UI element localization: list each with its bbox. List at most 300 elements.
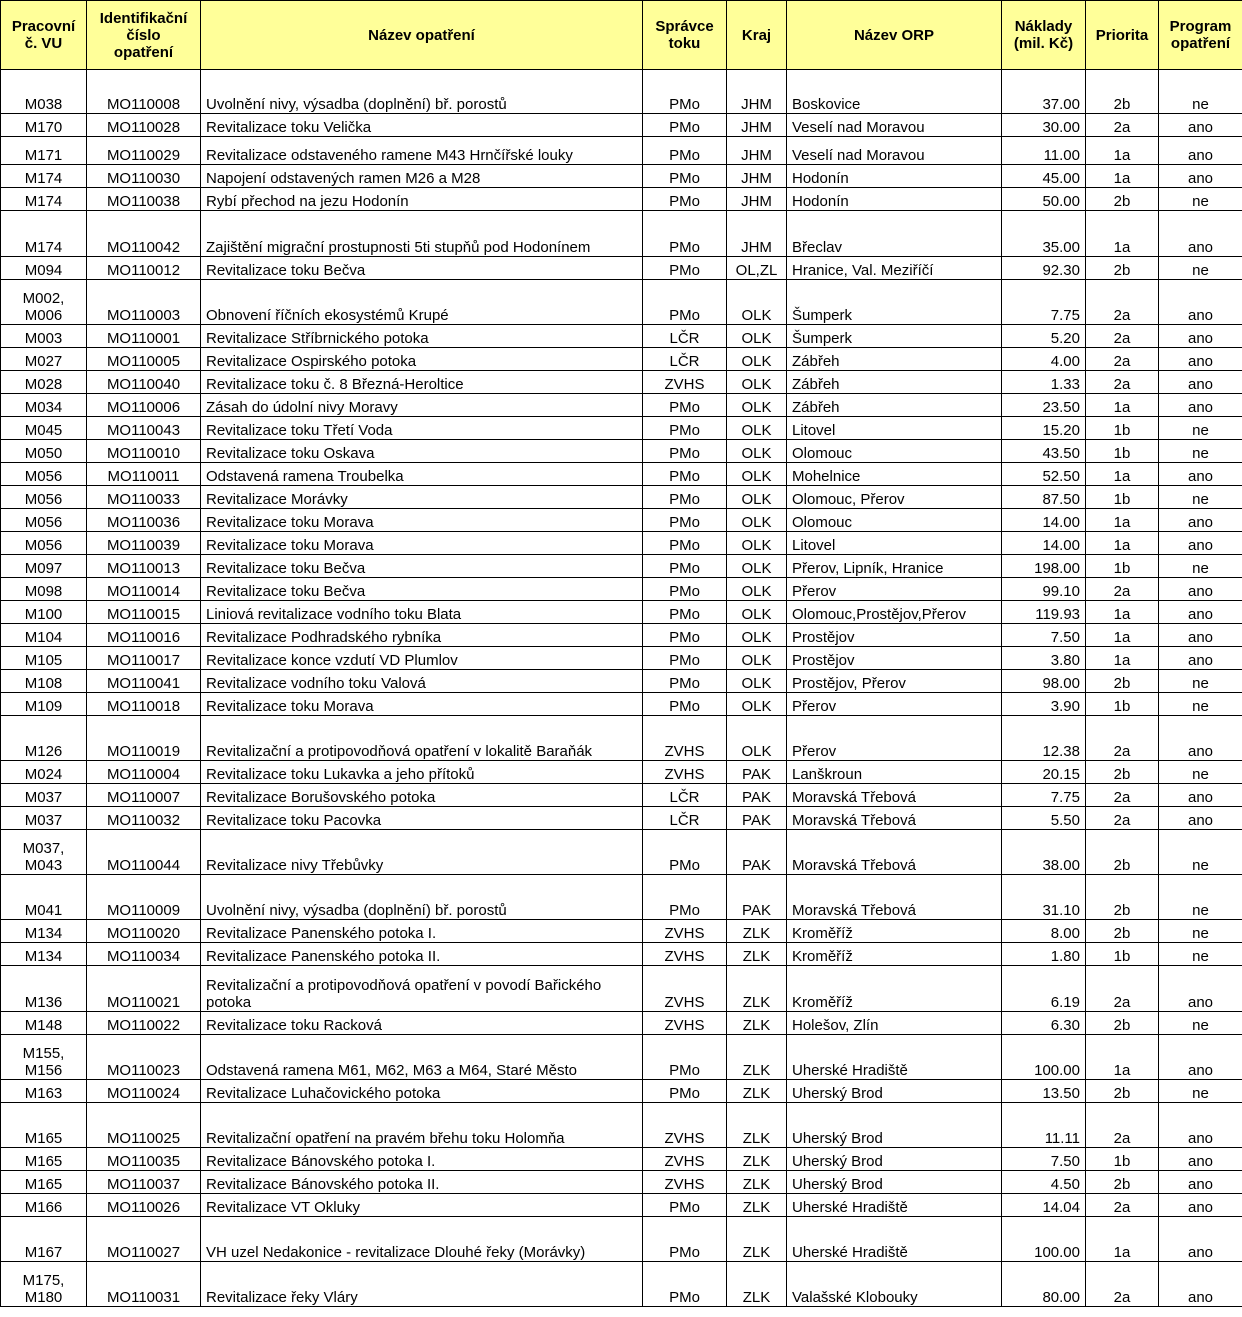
cell-orp: Kroměříž [787, 943, 1002, 966]
cell-kraj: JHM [727, 74, 787, 114]
cell-kraj: OLK [727, 647, 787, 670]
cell-name: Revitalizace toku Bečva [201, 578, 643, 601]
cell-orp: Veselí nad Moravou [787, 137, 1002, 165]
cell-name: Revitalizace toku Třetí Voda [201, 417, 643, 440]
cell-vu: M174 [1, 211, 87, 257]
cell-id: MO110009 [87, 875, 201, 920]
cell-naklady: 7.50 [1002, 1148, 1086, 1171]
cell-vu: M041 [1, 875, 87, 920]
cell-naklady: 100.00 [1002, 1217, 1086, 1262]
cell-priorita: 1a [1086, 137, 1159, 165]
cell-kraj: OLK [727, 486, 787, 509]
cell-priorita: 2b [1086, 74, 1159, 114]
cell-orp: Uherský Brod [787, 1171, 1002, 1194]
cell-name: Revitalizace toku Morava [201, 532, 643, 555]
table-row [1, 693, 1242, 716]
cell-vu: M166 [1, 1194, 87, 1217]
cell-priorita: 2a [1086, 348, 1159, 371]
table-row [1, 463, 1242, 486]
cell-orp: Uherské Hradiště [787, 1217, 1002, 1262]
table-body [1, 70, 1242, 1307]
cell-spravce: PMo [643, 555, 727, 578]
cell-id: MO110020 [87, 920, 201, 943]
cell-spravce: PMo [643, 440, 727, 463]
cell-vu: M037, M043 [1, 830, 87, 875]
cell-program: ano [1159, 807, 1242, 830]
table-row [1, 532, 1242, 555]
cell-naklady: 52.50 [1002, 463, 1086, 486]
table-row [1, 761, 1242, 784]
cell-priorita: 1a [1086, 1035, 1159, 1080]
cell-name: Revitalizace toku Morava [201, 693, 643, 716]
table-row [1, 165, 1242, 188]
cell-orp: Šumperk [787, 280, 1002, 325]
cell-vu: M155, M156 [1, 1035, 87, 1080]
cell-program: ano [1159, 624, 1242, 647]
cell-vu: M108 [1, 670, 87, 693]
cell-priorita: 2b [1086, 670, 1159, 693]
col-header-kraj: Kraj [727, 1, 787, 70]
cell-priorita: 2b [1086, 761, 1159, 784]
cell-spravce: LČR [643, 325, 727, 348]
cell-naklady: 80.00 [1002, 1262, 1086, 1307]
cell-name: Uvolnění nivy, výsadba (doplnění) bř. porostů [201, 875, 643, 920]
table-row [1, 966, 1242, 1012]
cell-program: ano [1159, 1194, 1242, 1217]
cell-naklady: 4.50 [1002, 1171, 1086, 1194]
cell-priorita: 1a [1086, 601, 1159, 624]
cell-naklady: 1.33 [1002, 371, 1086, 394]
cell-priorita: 1a [1086, 624, 1159, 647]
table-row [1, 394, 1242, 417]
cell-orp: Moravská Třebová [787, 875, 1002, 920]
cell-orp: Uherské Hradiště [787, 1194, 1002, 1217]
cell-id: MO110026 [87, 1194, 201, 1217]
cell-priorita: 2a [1086, 716, 1159, 761]
cell-spravce: PMo [643, 601, 727, 624]
cell-naklady: 92.30 [1002, 257, 1086, 280]
cell-spravce: ZVHS [643, 716, 727, 761]
cell-spravce: ZVHS [643, 371, 727, 394]
cell-kraj: ZLK [727, 1194, 787, 1217]
cell-spravce: LČR [643, 807, 727, 830]
cell-vu: M170 [1, 114, 87, 137]
cell-name: Revitalizační a protipovodňová opatření v lokalitě Baraňák [201, 716, 643, 761]
cell-name: Revitalizace VT Okluky [201, 1194, 643, 1217]
cell-program: ano [1159, 325, 1242, 348]
cell-spravce: PMo [643, 532, 727, 555]
col-header-orp: Název ORP [787, 1, 1002, 70]
cell-orp: Holešov, Zlín [787, 1012, 1002, 1035]
cell-kraj: PAK [727, 875, 787, 920]
cell-priorita: 1a [1086, 211, 1159, 257]
cell-name: Revitalizace Ospirského potoka [201, 348, 643, 371]
cell-orp: Uherský Brod [787, 1148, 1002, 1171]
cell-id: MO110031 [87, 1262, 201, 1307]
cell-orp: Zábřeh [787, 348, 1002, 371]
cell-name: VH uzel Nedakonice - revitalizace Dlouhé řeky (Morávky) [201, 1217, 643, 1262]
cell-name: Revitalizace toku Pacovka [201, 807, 643, 830]
cell-orp: Šumperk [787, 325, 1002, 348]
cell-orp: Olomouc [787, 509, 1002, 532]
cell-kraj: OLK [727, 417, 787, 440]
cell-vu: M174 [1, 188, 87, 211]
table-row [1, 784, 1242, 807]
col-header-vu: Pracovní č. VU [1, 1, 87, 70]
cell-id: MO110017 [87, 647, 201, 670]
cell-name: Napojení odstavených ramen M26 a M28 [201, 165, 643, 188]
cell-spravce: PMo [643, 647, 727, 670]
cell-priorita: 2b [1086, 1171, 1159, 1194]
table-row [1, 1171, 1242, 1194]
table-row [1, 1148, 1242, 1171]
cell-orp: Mohelnice [787, 463, 1002, 486]
cell-program: ne [1159, 257, 1242, 280]
cell-kraj: ZLK [727, 1171, 787, 1194]
table-row [1, 830, 1242, 875]
cell-name: Zajištění migrační prostupnosti 5ti stupňů pod Hodonínem [201, 211, 643, 257]
cell-orp: Hranice, Val. Meziříčí [787, 257, 1002, 280]
col-header-spravce: Správce toku [643, 1, 727, 70]
cell-vu: M097 [1, 555, 87, 578]
cell-kraj: OLK [727, 440, 787, 463]
cell-kraj: OLK [727, 670, 787, 693]
cell-orp: Kroměříž [787, 920, 1002, 943]
cell-orp: Uherský Brod [787, 1103, 1002, 1148]
cell-vu: M024 [1, 761, 87, 784]
cell-orp: Prostějov [787, 647, 1002, 670]
table-row [1, 601, 1242, 624]
cell-vu: M028 [1, 371, 87, 394]
cell-orp: Olomouc,Prostějov,Přerov [787, 601, 1002, 624]
cell-kraj: OLK [727, 463, 787, 486]
cell-priorita: 1a [1086, 532, 1159, 555]
cell-kraj: JHM [727, 137, 787, 165]
cell-kraj: JHM [727, 165, 787, 188]
table-row [1, 647, 1242, 670]
cell-program: ano [1159, 394, 1242, 417]
cell-id: MO110012 [87, 257, 201, 280]
cell-kraj: ZLK [727, 1103, 787, 1148]
cell-id: MO110013 [87, 555, 201, 578]
cell-id: MO110014 [87, 578, 201, 601]
table-row [1, 578, 1242, 601]
cell-spravce: ZVHS [643, 966, 727, 1012]
cell-naklady: 45.00 [1002, 165, 1086, 188]
cell-kraj: OLK [727, 716, 787, 761]
cell-spravce: PMo [643, 1262, 727, 1307]
table-row [1, 417, 1242, 440]
cell-kraj: OLK [727, 601, 787, 624]
cell-id: MO110039 [87, 532, 201, 555]
cell-priorita: 1b [1086, 693, 1159, 716]
cell-id: MO110032 [87, 807, 201, 830]
cell-id: MO110040 [87, 371, 201, 394]
cell-orp: Přerov, Lipník, Hranice [787, 555, 1002, 578]
cell-naklady: 43.50 [1002, 440, 1086, 463]
cell-id: MO110036 [87, 509, 201, 532]
cell-orp: Olomouc, Přerov [787, 486, 1002, 509]
cell-program: ano [1159, 1103, 1242, 1148]
cell-program: ano [1159, 165, 1242, 188]
cell-program: ne [1159, 486, 1242, 509]
cell-spravce: LČR [643, 784, 727, 807]
cell-orp: Hodonín [787, 188, 1002, 211]
cell-vu: M056 [1, 486, 87, 509]
col-header-program: Program opatření [1159, 1, 1242, 70]
cell-program: ne [1159, 693, 1242, 716]
cell-orp: Hodonín [787, 165, 1002, 188]
cell-naklady: 3.90 [1002, 693, 1086, 716]
cell-spravce: PMo [643, 830, 727, 875]
cell-spravce: PMo [643, 1217, 727, 1262]
cell-program: ano [1159, 716, 1242, 761]
cell-name: Revitalizace Panenského potoka II. [201, 943, 643, 966]
cell-priorita: 1b [1086, 943, 1159, 966]
cell-vu: M109 [1, 693, 87, 716]
cell-spravce: PMo [643, 693, 727, 716]
cell-id: MO110010 [87, 440, 201, 463]
cell-program: ano [1159, 784, 1242, 807]
cell-vu: M027 [1, 348, 87, 371]
cell-name: Revitalizace Bánovského potoka I. [201, 1148, 643, 1171]
cell-vu: M037 [1, 784, 87, 807]
cell-kraj: JHM [727, 188, 787, 211]
cell-spravce: PMo [643, 188, 727, 211]
col-header-naklady: Náklady (mil. Kč) [1002, 1, 1086, 70]
cell-spravce: PMo [643, 280, 727, 325]
cell-name: Revitalizace Borušovského potoka [201, 784, 643, 807]
table-row [1, 371, 1242, 394]
cell-id: MO110016 [87, 624, 201, 647]
cell-kraj: OLK [727, 371, 787, 394]
cell-name: Revitalizace odstaveného ramene M43 Hrnčířské louky [201, 137, 643, 165]
table-row [1, 325, 1242, 348]
cell-priorita: 2a [1086, 325, 1159, 348]
table-row [1, 943, 1242, 966]
cell-vu: M002, M006 [1, 280, 87, 325]
cell-naklady: 50.00 [1002, 188, 1086, 211]
cell-program: ne [1159, 440, 1242, 463]
cell-spravce: ZVHS [643, 920, 727, 943]
cell-id: MO110041 [87, 670, 201, 693]
cell-vu: M100 [1, 601, 87, 624]
cell-naklady: 35.00 [1002, 211, 1086, 257]
cell-spravce: PMo [643, 578, 727, 601]
cell-kraj: OLK [727, 624, 787, 647]
cell-naklady: 7.75 [1002, 280, 1086, 325]
cell-priorita: 1a [1086, 509, 1159, 532]
cell-program: ne [1159, 1012, 1242, 1035]
table-row [1, 807, 1242, 830]
table-row [1, 670, 1242, 693]
cell-id: MO110019 [87, 716, 201, 761]
cell-spravce: PMo [643, 875, 727, 920]
cell-naklady: 13.50 [1002, 1080, 1086, 1103]
cell-id: MO110033 [87, 486, 201, 509]
cell-id: MO110006 [87, 394, 201, 417]
cell-program: ano [1159, 601, 1242, 624]
cell-kraj: OLK [727, 532, 787, 555]
cell-name: Revitalizace toku Morava [201, 509, 643, 532]
cell-naklady: 98.00 [1002, 670, 1086, 693]
cell-program: ano [1159, 966, 1242, 1012]
cell-program: ano [1159, 114, 1242, 137]
cell-orp: Moravská Třebová [787, 784, 1002, 807]
cell-name: Revitalizace Luhačovického potoka [201, 1080, 643, 1103]
cell-vu: M098 [1, 578, 87, 601]
cell-vu: M045 [1, 417, 87, 440]
cell-vu: M165 [1, 1103, 87, 1148]
cell-orp: Přerov [787, 693, 1002, 716]
cell-name: Revitalizace Morávky [201, 486, 643, 509]
cell-program: ano [1159, 1035, 1242, 1080]
cell-id: MO110028 [87, 114, 201, 137]
cell-priorita: 2b [1086, 875, 1159, 920]
cell-vu: M126 [1, 716, 87, 761]
cell-orp: Prostějov, Přerov [787, 670, 1002, 693]
cell-spravce: PMo [643, 624, 727, 647]
cell-name: Revitalizace konce vzdutí VD Plumlov [201, 647, 643, 670]
cell-priorita: 1a [1086, 165, 1159, 188]
cell-orp: Valašské Klobouky [787, 1262, 1002, 1307]
cell-kraj: OLK [727, 394, 787, 417]
cell-id: MO110044 [87, 830, 201, 875]
cell-kraj: PAK [727, 761, 787, 784]
cell-program: ano [1159, 1171, 1242, 1194]
cell-spravce: ZVHS [643, 1171, 727, 1194]
cell-spravce: PMo [643, 211, 727, 257]
cell-naklady: 6.30 [1002, 1012, 1086, 1035]
cell-vu: M038 [1, 74, 87, 114]
cell-kraj: OLK [727, 578, 787, 601]
cell-orp: Kroměříž [787, 966, 1002, 1012]
cell-spravce: PMo [643, 1194, 727, 1217]
cell-orp: Uherský Brod [787, 1080, 1002, 1103]
cell-program: ano [1159, 1262, 1242, 1307]
cell-naklady: 37.00 [1002, 74, 1086, 114]
cell-naklady: 20.15 [1002, 761, 1086, 784]
cell-name: Revitalizační a protipovodňová opatření v povodí Bařického potoka [201, 966, 643, 1012]
cell-name: Uvolnění nivy, výsadba (doplnění) bř. porostů [201, 74, 643, 114]
cell-naklady: 31.10 [1002, 875, 1086, 920]
cell-program: ne [1159, 920, 1242, 943]
cell-vu: M167 [1, 1217, 87, 1262]
cell-spravce: PMo [643, 463, 727, 486]
cell-priorita: 2a [1086, 966, 1159, 1012]
cell-priorita: 2b [1086, 920, 1159, 943]
cell-naklady: 11.11 [1002, 1103, 1086, 1148]
cell-orp: Břeclav [787, 211, 1002, 257]
cell-naklady: 14.00 [1002, 509, 1086, 532]
cell-vu: M104 [1, 624, 87, 647]
table-row [1, 1262, 1242, 1307]
table-row [1, 509, 1242, 532]
cell-name: Revitalizace Bánovského potoka II. [201, 1171, 643, 1194]
cell-naklady: 198.00 [1002, 555, 1086, 578]
cell-vu: M037 [1, 807, 87, 830]
table-row [1, 1080, 1242, 1103]
cell-priorita: 1a [1086, 463, 1159, 486]
table-row [1, 211, 1242, 257]
cell-name: Odstavená ramena M61, M62, M63 a M64, Staré Město [201, 1035, 643, 1080]
cell-naklady: 14.04 [1002, 1194, 1086, 1217]
cell-name: Liniová revitalizace vodního toku Blata [201, 601, 643, 624]
cell-orp: Uherské Hradiště [787, 1035, 1002, 1080]
cell-name: Revitalizace toku Racková [201, 1012, 643, 1035]
cell-vu: M056 [1, 532, 87, 555]
cell-priorita: 2a [1086, 784, 1159, 807]
cell-kraj: PAK [727, 784, 787, 807]
cell-name: Revitalizace toku Velička [201, 114, 643, 137]
cell-id: MO110005 [87, 348, 201, 371]
cell-naklady: 99.10 [1002, 578, 1086, 601]
cell-naklady: 1.80 [1002, 943, 1086, 966]
cell-priorita: 2a [1086, 1194, 1159, 1217]
cell-naklady: 15.20 [1002, 417, 1086, 440]
cell-spravce: PMo [643, 417, 727, 440]
cell-kraj: OLK [727, 555, 787, 578]
table-row [1, 440, 1242, 463]
table-row [1, 555, 1242, 578]
cell-id: MO110043 [87, 417, 201, 440]
cell-spravce: PMo [643, 114, 727, 137]
cell-kraj: OLK [727, 509, 787, 532]
cell-orp: Olomouc [787, 440, 1002, 463]
table-row [1, 137, 1242, 165]
cell-kraj: ZLK [727, 943, 787, 966]
cell-naklady: 87.50 [1002, 486, 1086, 509]
cell-program: ne [1159, 555, 1242, 578]
table-row [1, 257, 1242, 280]
table-row [1, 280, 1242, 325]
cell-vu: M163 [1, 1080, 87, 1103]
cell-naklady: 12.38 [1002, 716, 1086, 761]
cell-id: MO110027 [87, 1217, 201, 1262]
cell-program: ano [1159, 211, 1242, 257]
cell-kraj: PAK [727, 807, 787, 830]
cell-kraj: OL,ZL [727, 257, 787, 280]
cell-vu: M094 [1, 257, 87, 280]
table-row [1, 348, 1242, 371]
cell-vu: M174 [1, 165, 87, 188]
cell-spravce: ZVHS [643, 1103, 727, 1148]
cell-priorita: 2a [1086, 1262, 1159, 1307]
cell-naklady: 7.50 [1002, 624, 1086, 647]
cell-name: Revitalizace Panenského potoka I. [201, 920, 643, 943]
cell-orp: Veselí nad Moravou [787, 114, 1002, 137]
cell-naklady: 30.00 [1002, 114, 1086, 137]
cell-spravce: PMo [643, 1080, 727, 1103]
cell-kraj: JHM [727, 114, 787, 137]
cell-priorita: 2b [1086, 830, 1159, 875]
cell-kraj: ZLK [727, 1217, 787, 1262]
cell-priorita: 2b [1086, 1012, 1159, 1035]
cell-kraj: OLK [727, 325, 787, 348]
cell-id: MO110003 [87, 280, 201, 325]
table-row [1, 716, 1242, 761]
cell-name: Revitalizace toku Lukavka a jeho přítoků [201, 761, 643, 784]
cell-id: MO110015 [87, 601, 201, 624]
cell-name: Revitalizace nivy Třebůvky [201, 830, 643, 875]
table-row [1, 114, 1242, 137]
cell-program: ano [1159, 348, 1242, 371]
cell-id: MO110008 [87, 74, 201, 114]
cell-id: MO110007 [87, 784, 201, 807]
table-row [1, 1012, 1242, 1035]
cell-vu: M175, M180 [1, 1262, 87, 1307]
table-row [1, 1103, 1242, 1148]
